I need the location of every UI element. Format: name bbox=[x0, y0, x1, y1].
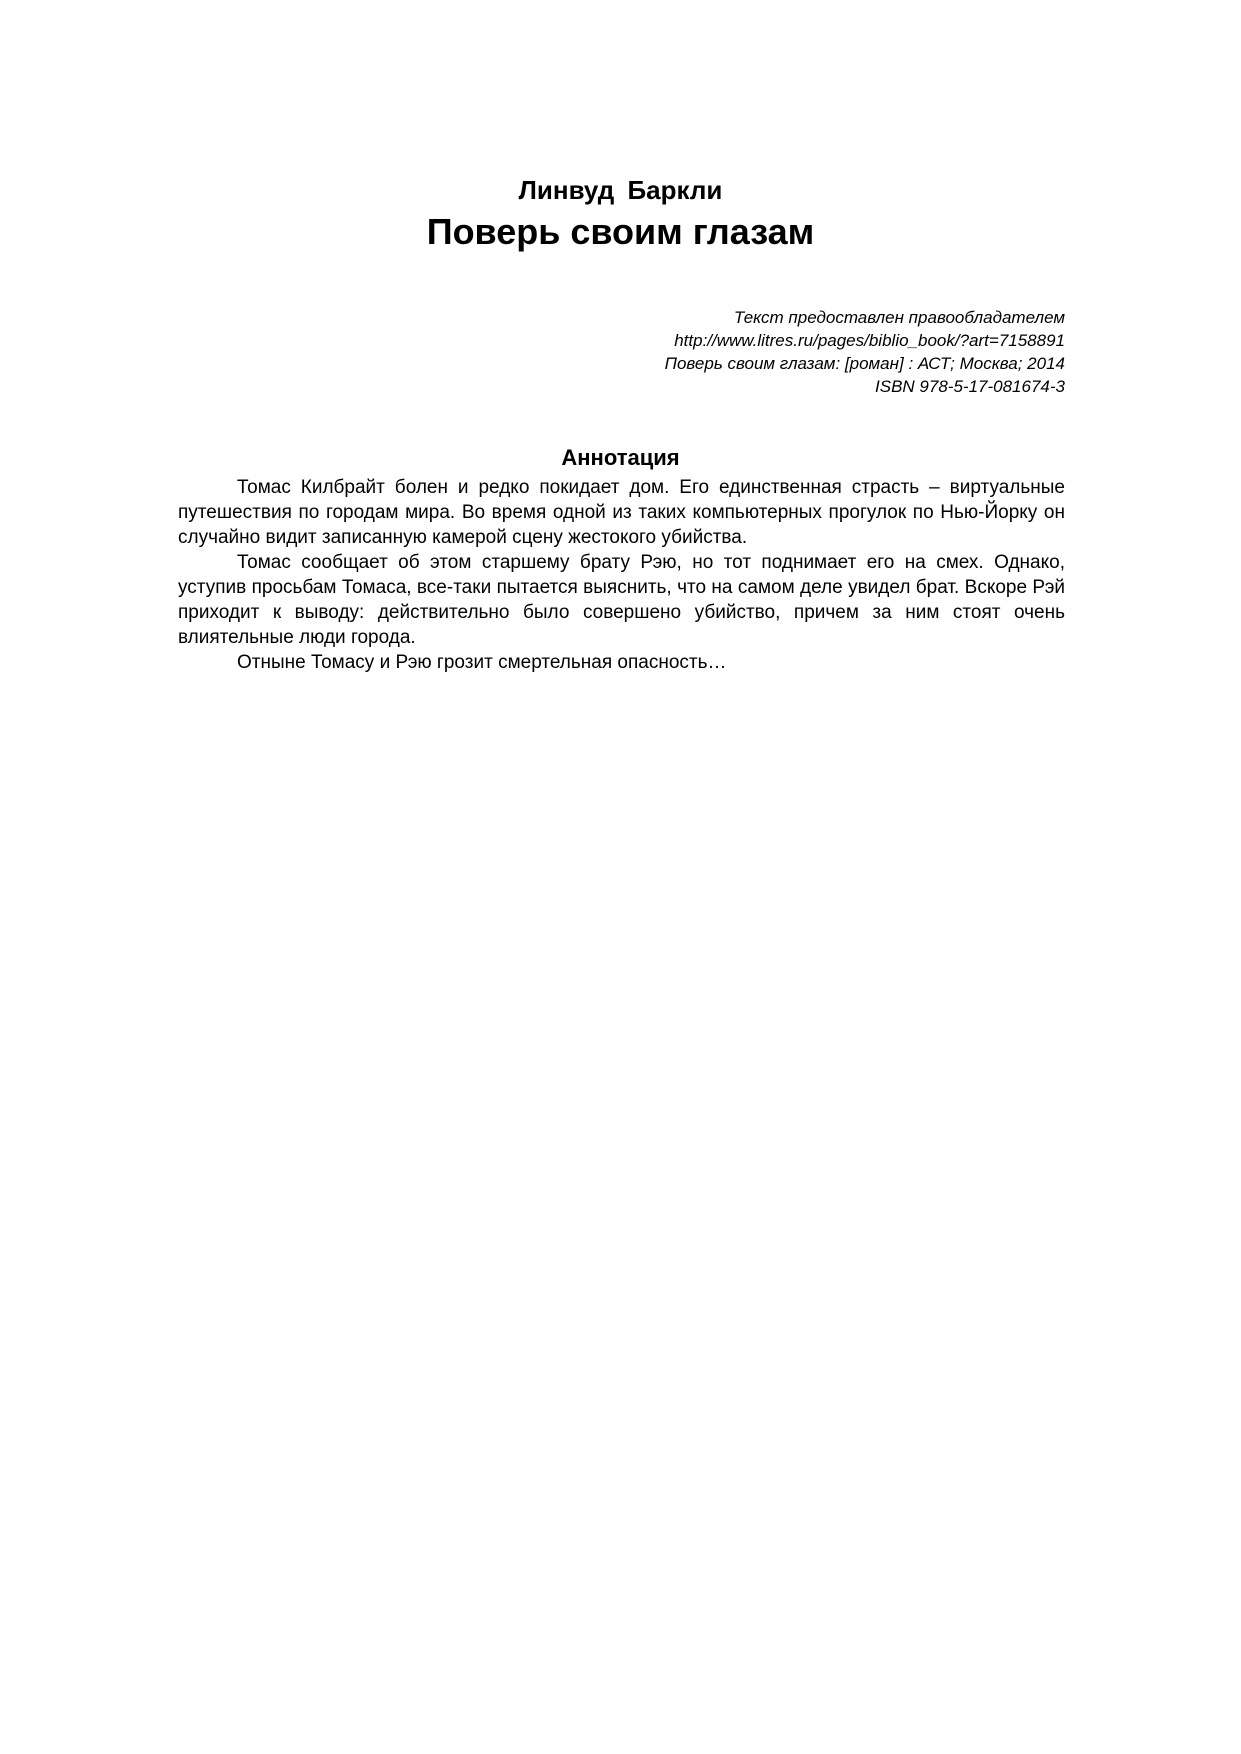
book-title: Поверь своим глазам bbox=[426, 211, 815, 252]
annotation-paragraph: Томас Килбрайт болен и редко покидает дом. Его единственная страсть – виртуальные путешествия по городам мира. Во время одной из таких компьютерных прогулок по Нью-Йорку он случайно видит записанную камерой сцену жестокого убийства. bbox=[178, 477, 1065, 548]
source-url: http://www.litres.ru/pages/biblio_book/?art=7158891 bbox=[674, 331, 1065, 350]
annotation-paragraph: Отныне Томасу и Рэю грозит смертельная опасность… bbox=[237, 652, 727, 673]
annotation-body bbox=[178, 475, 1065, 675]
publication-info bbox=[665, 306, 1065, 398]
annotation-paragraph: Томас сообщает об этом старшему брату Рэю, но тот поднимает его на смех. Однако, уступив просьбам Томаса, все-таки пытается выяснить, что на самом деле увидел брат. Вскоре Рэй приходит к выводу: действительно было совершено убийство, причем за ним стоят очень влиятельные люди города. bbox=[178, 552, 1065, 648]
book-author: Линвуд Баркли bbox=[518, 175, 723, 205]
annotation-heading: Аннотация bbox=[561, 445, 680, 470]
edition-info: Поверь своим глазам: [роман] : АСТ; Москва; 2014 bbox=[664, 354, 1065, 373]
rights-holder-note: Текст предоставлен правообладателем bbox=[733, 308, 1065, 327]
isbn: ISBN 978-5-17-081674-3 bbox=[875, 377, 1065, 396]
